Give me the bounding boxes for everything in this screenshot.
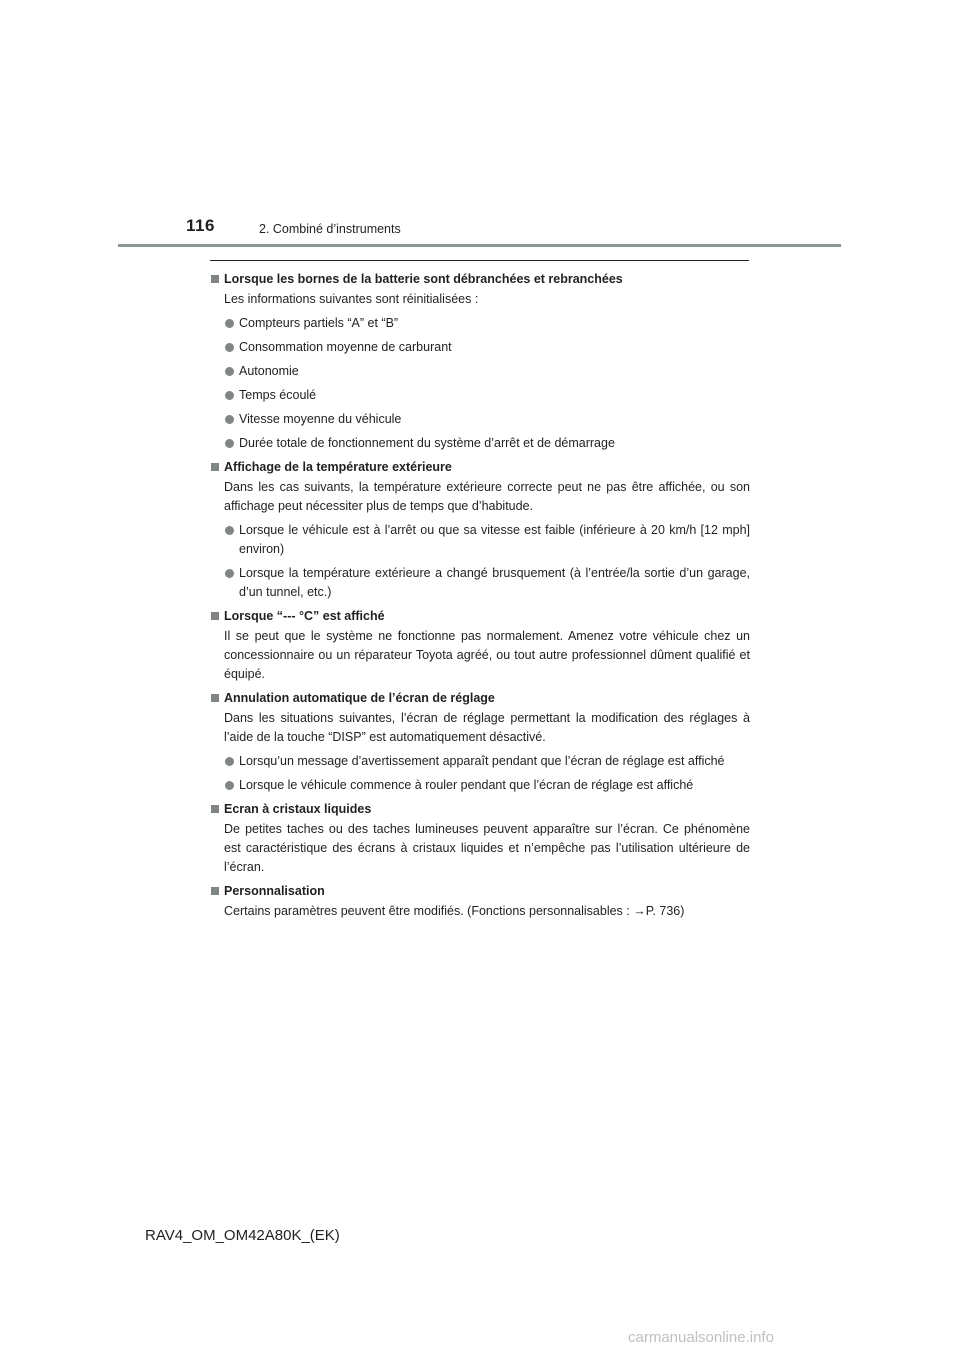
section-paragraph: Les informations suivantes sont réinitialisées : <box>224 292 479 306</box>
circle-bullet-icon <box>225 319 234 328</box>
section-paragraph: Dans les situations suivantes, l’écran de réglage permettant la modification des réglages à l’aide de la touche “DISP” est automatiquement désactivé. <box>224 711 750 744</box>
circle-bullet-icon <box>225 391 234 400</box>
section-title: Lorsque les bornes de la batterie sont débranchées et rebranchées <box>224 272 623 286</box>
list-item <box>210 434 750 453</box>
section-title: Affichage de la température extérieure <box>224 460 452 474</box>
circle-bullet-icon <box>225 439 234 448</box>
list-item-text: Lorsque le véhicule commence à rouler pendant que l’écran de réglage est affiché <box>239 778 694 792</box>
section-heading <box>210 270 750 289</box>
circle-bullet-icon <box>225 367 234 376</box>
section-title: Personnalisation <box>224 884 325 898</box>
circle-bullet-icon <box>225 415 234 424</box>
list-item <box>210 338 750 357</box>
list-item-text: Vitesse moyenne du véhicule <box>239 412 402 426</box>
document-code: RAV4_OM_OM42A80K_(EK) <box>145 1227 340 1244</box>
list-item-text: Autonomie <box>239 364 299 378</box>
square-bullet-icon <box>211 887 219 895</box>
square-bullet-icon <box>211 275 219 283</box>
list-item <box>210 410 750 429</box>
section-title: Lorsque “--- °C” est affiché <box>224 609 385 623</box>
section-paragraph: De petites taches ou des taches lumineuses peuvent apparaître sur l’écran. Ce phénomène est caractéristique des écrans à cristaux liquides et n’empêche pas l’utilisation ultérieure de l’écran. <box>224 822 750 874</box>
section-paragraph: Certains paramètres peuvent être modifiés. (Fonctions personnalisables : →P. 736) <box>224 904 685 918</box>
list-item-text: Consommation moyenne de carburant <box>239 340 452 354</box>
section-paragraph: Dans les cas suivants, la température extérieure correcte peut ne pas être affichée, ou son affichage peut nécessiter plus de temps que d’habitude. <box>224 480 750 513</box>
list-item <box>210 776 750 795</box>
section-heading <box>210 882 750 901</box>
section-heading <box>210 607 750 626</box>
list-item <box>210 386 750 405</box>
list-item-text: Lorsqu’un message d’avertissement apparaît pendant que l’écran de réglage est affiché <box>239 754 725 768</box>
circle-bullet-icon <box>225 781 234 790</box>
list-item <box>210 521 750 559</box>
square-bullet-icon <box>211 694 219 702</box>
list-item <box>210 362 750 381</box>
section-paragraph: Il se peut que le système ne fonctionne pas normalement. Amenez votre véhicule chez un concessionnaire ou un réparateur Toyota agréé, ou tout autre professionnel dûment qualifié et équipé. <box>224 629 750 681</box>
list-item-text: Compteurs partiels “A” et “B” <box>239 316 399 330</box>
list-item <box>210 314 750 333</box>
list-item-text: Lorsque le véhicule est à l’arrêt ou que sa vitesse est faible (inférieure à 20 km/h [12 mph] environ) <box>239 523 750 556</box>
circle-bullet-icon <box>225 526 234 535</box>
section-title: Ecran à cristaux liquides <box>224 802 372 816</box>
page-number: 116 <box>186 216 215 235</box>
square-bullet-icon <box>211 805 219 813</box>
circle-bullet-icon <box>225 343 234 352</box>
watermark: carmanualsonline.info <box>628 1329 774 1346</box>
list-item <box>210 752 750 771</box>
section-heading <box>210 458 750 477</box>
page-content <box>210 270 750 921</box>
list-item-text: Lorsque la température extérieure a changé brusquement (à l’entrée/la sortie d’un garage, d’un tunnel, etc.) <box>239 566 750 599</box>
content-divider <box>210 260 749 261</box>
circle-bullet-icon <box>225 569 234 578</box>
list-item-text: Durée totale de fonctionnement du système d’arrêt et de démarrage <box>239 436 615 450</box>
chapter-title: 2. Combiné d’instruments <box>259 222 401 236</box>
circle-bullet-icon <box>225 757 234 766</box>
section-heading <box>210 800 750 819</box>
section-heading <box>210 689 750 708</box>
square-bullet-icon <box>211 612 219 620</box>
section-title: Annulation automatique de l’écran de réglage <box>224 691 495 705</box>
list-item-text: Temps écoulé <box>239 388 317 402</box>
list-item <box>210 564 750 602</box>
header-divider <box>118 244 841 247</box>
square-bullet-icon <box>211 463 219 471</box>
